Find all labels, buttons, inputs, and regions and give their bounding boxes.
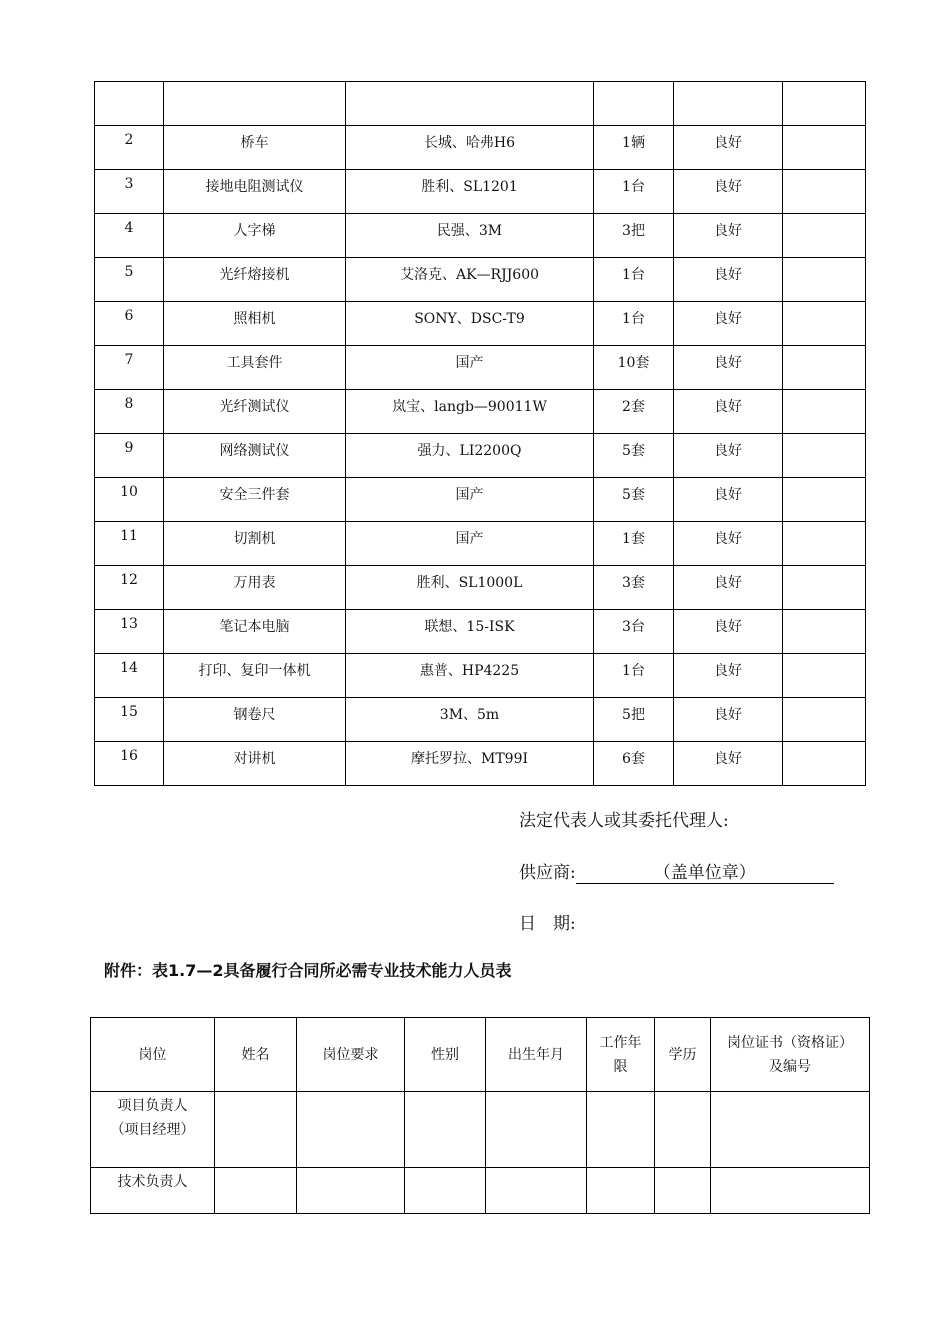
table-cell (711, 1168, 870, 1214)
table-cell: 1台 (594, 302, 674, 346)
table-cell (655, 1092, 711, 1168)
header-cell: 性别 (405, 1018, 486, 1092)
table-cell (783, 346, 866, 390)
table-cell (711, 1092, 870, 1168)
table-cell (783, 610, 866, 654)
table-row (95, 478, 866, 522)
table-cell: 3 (95, 170, 164, 214)
table-cell: 惠普、HP4225 (346, 654, 594, 698)
table-cell: 14 (95, 654, 164, 698)
table-cell: 国产 (346, 346, 594, 390)
table-cell: 3把 (594, 214, 674, 258)
table-cell: 1台 (594, 170, 674, 214)
table-cell (783, 126, 866, 170)
table-cell: 1套 (594, 522, 674, 566)
table-cell (783, 170, 866, 214)
table-cell: 良好 (674, 302, 783, 346)
table-cell: 10 (95, 478, 164, 522)
table-cell: 2套 (594, 390, 674, 434)
table-cell: 良好 (674, 390, 783, 434)
table-cell: 5套 (594, 434, 674, 478)
table-row (95, 566, 866, 610)
table-cell: 钢卷尺 (164, 698, 346, 742)
table-cell: 良好 (674, 522, 783, 566)
table-cell: 照相机 (164, 302, 346, 346)
table-row (95, 346, 866, 390)
table-cell: 项目负责人（项目经理） (91, 1092, 215, 1168)
table-cell: 1台 (594, 654, 674, 698)
table-cell: 工具套件 (164, 346, 346, 390)
supplier-line (519, 858, 834, 884)
table-cell (587, 1168, 655, 1214)
table-row (95, 214, 866, 258)
table-cell: 强力、LI2200Q (346, 434, 594, 478)
table-cell (783, 478, 866, 522)
table-cell: 艾洛克、AK—RJJ600 (346, 258, 594, 302)
table-cell: 5套 (594, 478, 674, 522)
table-cell: 3台 (594, 610, 674, 654)
supplier-label: 供应商: (519, 863, 576, 883)
table-cell: 对讲机 (164, 742, 346, 786)
table-cell: 万用表 (164, 566, 346, 610)
table-cell (783, 302, 866, 346)
header-cell: 岗位要求 (297, 1018, 405, 1092)
table-cell: 良好 (674, 170, 783, 214)
header-cell: 学历 (655, 1018, 711, 1092)
header-cell: 出生年月 (486, 1018, 587, 1092)
header-cell: 姓名 (215, 1018, 297, 1092)
table-cell: 技术负责人 (91, 1168, 215, 1214)
table-cell: 联想、15-ISK (346, 610, 594, 654)
table-row (91, 1092, 870, 1168)
table-row (95, 170, 866, 214)
table-cell: 打印、复印一体机 (164, 654, 346, 698)
table-cell: 网络测试仪 (164, 434, 346, 478)
table-cell: 5 (95, 258, 164, 302)
table-cell: 良好 (674, 478, 783, 522)
table-cell: 切割机 (164, 522, 346, 566)
table-row (95, 742, 866, 786)
table-cell: 2 (95, 126, 164, 170)
table-cell (783, 522, 866, 566)
table-cell: 1辆 (594, 126, 674, 170)
table-row (95, 654, 866, 698)
table-cell (674, 82, 783, 126)
table-cell: 摩托罗拉、MT99I (346, 742, 594, 786)
table-cell: 3M、5m (346, 698, 594, 742)
table-cell (405, 1168, 486, 1214)
table-cell: 16 (95, 742, 164, 786)
table-cell: 5把 (594, 698, 674, 742)
table-cell: 8 (95, 390, 164, 434)
table-cell: 良好 (674, 346, 783, 390)
table-cell (587, 1092, 655, 1168)
table-cell (215, 1168, 297, 1214)
table-cell: 光纤测试仪 (164, 390, 346, 434)
table-cell (405, 1092, 486, 1168)
table-row (95, 258, 866, 302)
table-row (95, 126, 866, 170)
legal-rep-label: 法定代表人或其委托代理人: (519, 811, 729, 831)
table-cell (594, 82, 674, 126)
table-cell: 良好 (674, 126, 783, 170)
table-cell: 接地电阻测试仪 (164, 170, 346, 214)
table-cell: 良好 (674, 434, 783, 478)
table-cell (346, 82, 594, 126)
table-cell (783, 434, 866, 478)
table-cell (783, 742, 866, 786)
table-cell (297, 1168, 405, 1214)
table-cell: 国产 (346, 478, 594, 522)
table-cell: 6 (95, 302, 164, 346)
attachment-title: 附件：表1.7—2具备履行合同所必需专业技术能力人员表 (104, 961, 512, 980)
table-row (95, 698, 866, 742)
table-cell (486, 1168, 587, 1214)
table-cell (783, 258, 866, 302)
table-cell: 良好 (674, 610, 783, 654)
table-cell (783, 566, 866, 610)
table-cell: 胜利、SL1000L (346, 566, 594, 610)
table-cell: 15 (95, 698, 164, 742)
table-cell: 良好 (674, 258, 783, 302)
table-cell: 10套 (594, 346, 674, 390)
table-cell (783, 82, 866, 126)
table-cell: 民强、3M (346, 214, 594, 258)
header-cell: 岗位证书（资格证）及编号 (711, 1018, 870, 1092)
table-cell: 光纤熔接机 (164, 258, 346, 302)
table-cell: 良好 (674, 214, 783, 258)
table-cell: 良好 (674, 566, 783, 610)
equipment-table (94, 81, 866, 786)
table-cell: 良好 (674, 698, 783, 742)
table-cell: 国产 (346, 522, 594, 566)
header-cell: 工作年限 (587, 1018, 655, 1092)
table-cell (783, 654, 866, 698)
table-cell (215, 1092, 297, 1168)
table-cell: 6套 (594, 742, 674, 786)
table-cell: 长城、哈弗H6 (346, 126, 594, 170)
table-cell: 良好 (674, 742, 783, 786)
table-row (95, 82, 866, 126)
table-cell: SONY、DSC-T9 (346, 302, 594, 346)
supplier-seal: （盖单位章） (576, 858, 834, 884)
staff-header-row (91, 1018, 870, 1092)
table-cell: 11 (95, 522, 164, 566)
table-cell: 安全三件套 (164, 478, 346, 522)
table-row (95, 434, 866, 478)
table-cell (297, 1092, 405, 1168)
table-cell: 3套 (594, 566, 674, 610)
table-cell: 胜利、SL1201 (346, 170, 594, 214)
table-cell: 9 (95, 434, 164, 478)
table-row (95, 302, 866, 346)
table-cell: 7 (95, 346, 164, 390)
table-cell: 岚宝、langb—90011W (346, 390, 594, 434)
table-cell: 良好 (674, 654, 783, 698)
table-row (95, 610, 866, 654)
date-label: 日 期: (519, 914, 576, 934)
table-cell: 4 (95, 214, 164, 258)
table-cell (486, 1092, 587, 1168)
table-cell (783, 390, 866, 434)
table-cell: 桥车 (164, 126, 346, 170)
table-cell (783, 698, 866, 742)
table-cell: 1台 (594, 258, 674, 302)
table-cell (164, 82, 346, 126)
table-cell (655, 1168, 711, 1214)
table-cell (95, 82, 164, 126)
table-cell (783, 214, 866, 258)
table-cell: 笔记本电脑 (164, 610, 346, 654)
table-cell: 人字梯 (164, 214, 346, 258)
table-row (95, 522, 866, 566)
header-cell: 岗位 (91, 1018, 215, 1092)
table-row (91, 1168, 870, 1214)
table-cell: 12 (95, 566, 164, 610)
table-cell: 13 (95, 610, 164, 654)
staff-table (90, 1017, 870, 1214)
table-row (95, 390, 866, 434)
